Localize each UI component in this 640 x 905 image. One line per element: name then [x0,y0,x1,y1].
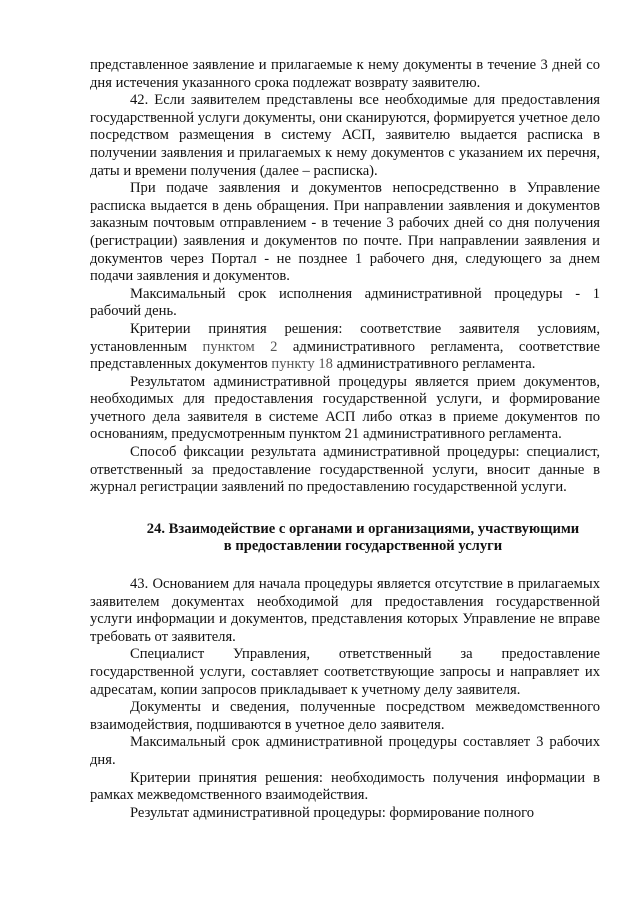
paragraph-criteria-2: Критерии принятия решения: необходимость получения информации в рамках межведомственного взаимодействия. [90,769,600,804]
criteria-text-c: административного регламента. [332,356,536,373]
paragraph-documents-filed: Документы и сведения, полученные посредством межведомственного взаимодействия, подшиваются в учетное дело заявителя. [90,699,600,733]
paragraph-continuation: представленное заявление и прилагаемые к нему документы в течение 3 дней со дня истечения указанного срока подлежат возврату заявителю. [90,57,600,91]
paragraph-specialist: Специалист Управления, ответственный за предоставление государственной услуги, составляет соответствующие запросы и направляет их адресатам, копии запросов прикладывает к учетному делу заявителя. [90,646,600,698]
link-clause-2[interactable]: пунктом 2 [202,338,278,355]
link-clause-18[interactable]: пункту 18 [271,356,333,373]
heading-line-1: 24. Взаимодействие с органами и организациями, участвующими [146,520,580,537]
paragraph-result-1: Результатом административной процедуры является прием документов, необходимых для предоставления государственной услуги, и формирование учетного дела заявителя в системе АСП либо отказ в приеме документов по основаниям, предусмотренным пунктом 21 административного регламента. [90,373,600,443]
paragraph-result-2: Результат административной процедуры: формирование полного [130,804,535,821]
paragraph-42: 42. Если заявителем представлены все необходимые для предоставления государственной услуги документы, они сканируются, формируется учетное дело посредством размещения в систему АСП, заявителю выдается расписка в получении заявления и прилагаемых к нему документов с указанием их перечня, даты и времени получения (далее – расписка). [90,92,600,179]
criteria-text-a: Критерии принятия решения: соответствие заявителя условиям, установленным [90,320,600,355]
paragraph-43: 43. Основанием для начала процедуры является отсутствие в прилагаемых заявителем документах необходимой для предоставления государственной услуги информации и документов, представления которых Управление не вправе требовать от заявителя. [90,576,600,645]
section-spacer-top [90,497,600,521]
paragraph-receipt-timing: При подаче заявления и документов непосредственно в Управление расписка выдается в день обращения. При направлении заявления и документов заказным почтовым отправлением - в течение 3 рабочих дней со дня получения (регистрации) заявления и документов по почте. При направлении заявления и документов через Портал - не позднее 1 рабочего дня, следующего за днем подачи заявления и документов. [90,180,600,285]
paragraph-criteria-1 [90,321,600,374]
section-spacer-bottom [90,556,600,576]
paragraph-max-term-1: Максимальный срок исполнения административной процедуры - 1 рабочий день. [90,285,600,320]
paragraph-fixation-method: Способ фиксации результата административной процедуры: специалист, ответственный за предоставление государственной услуги, вносит данные в журнал регистрации заявлений по предоставлению государственной услуги. [90,444,600,496]
section-heading-24 [90,521,600,556]
heading-line-2: в предоставлении государственной услуги [223,538,503,555]
criteria-text-b: административного регламента, соответствие представленных документов [90,338,600,373]
paragraph-max-term-3: Максимальный срок административной процедуры составляет 3 рабочих дня. [90,734,600,768]
